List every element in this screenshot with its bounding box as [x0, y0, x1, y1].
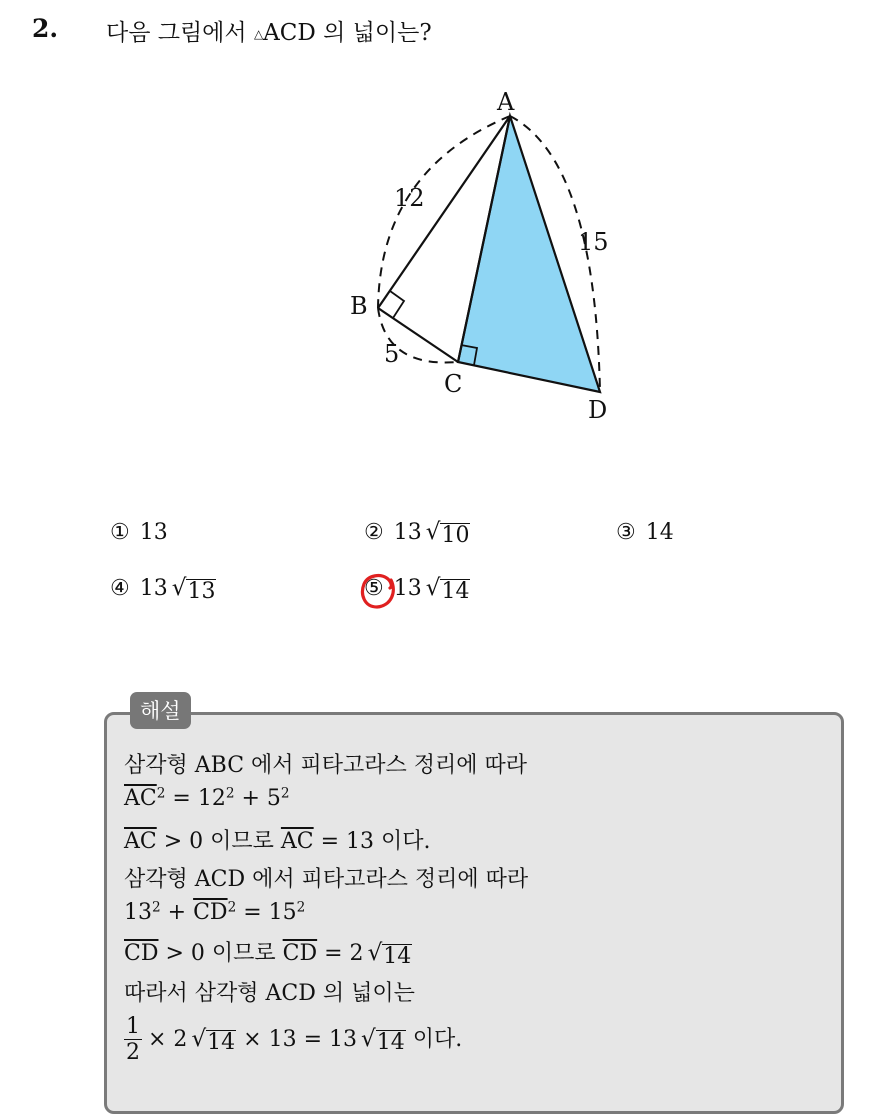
solution-line-6: [124, 936, 412, 968]
choice-5-mark: [364, 576, 384, 601]
choice-2-value: 13: [393, 520, 422, 545]
eq-part: × 13 = 13: [236, 1026, 357, 1052]
choice-1-mark: ①: [110, 520, 130, 545]
eq-part: > 0 이므로: [156, 829, 281, 854]
solution-line-4: 삼각형 ACD 에서 피타고라스 정리에 따라: [124, 867, 529, 892]
triangle-symbol: △: [253, 27, 264, 41]
choice-5[interactable]: [364, 576, 470, 603]
sqrt-14: √ 14: [367, 940, 412, 969]
answer-circle-icon: [357, 570, 399, 612]
radicand: 14: [383, 944, 412, 969]
length-ad-label: 15: [578, 228, 609, 256]
point-d-label: D: [588, 396, 608, 424]
radicand: 14: [207, 1029, 236, 1055]
segment-cd-overline: $\overline{CD}$: [124, 941, 159, 966]
question-text-after: ACD 의 넓이는?: [263, 20, 432, 46]
choice-3-value: 14: [645, 520, 674, 545]
eq-part: × 2: [148, 1026, 188, 1052]
segment-ac-overline: $\overline{AC}$: [124, 829, 157, 854]
choice-4[interactable]: [110, 576, 216, 603]
exponent: 2: [227, 899, 237, 916]
eq-part: = 13 이다.: [313, 829, 431, 854]
triangle-figure: [320, 70, 640, 430]
choice-3-mark: ③: [616, 520, 636, 545]
exponent: 2: [156, 785, 166, 802]
eq-part: +: [160, 900, 194, 925]
point-a-label: A: [497, 88, 515, 116]
choice-1-value: 13: [139, 520, 168, 545]
point-c-label: C: [444, 370, 463, 398]
question-number: 2.: [32, 14, 59, 43]
solution-line-2: [124, 786, 290, 811]
right-angle-b: [390, 291, 404, 318]
choice-5-value: 13: [393, 576, 422, 601]
question-text-before: 다음 그림에서: [106, 20, 247, 46]
choice-5-sqrt: √ 14: [425, 575, 470, 604]
segment-ac-overline: $\overline{AC}$: [124, 786, 157, 811]
eq-part: = 12: [165, 786, 226, 811]
segment-ac-overline: $\overline{AC}$: [280, 829, 314, 854]
solution-line-1: 삼각형 ABC 에서 피타고라스 정리에 따라: [124, 753, 528, 778]
choice-5-mark-text: ⑤: [364, 576, 384, 601]
length-ab-label: 12: [394, 184, 425, 212]
fraction-denominator: 2: [126, 1040, 140, 1066]
exponent: 2: [225, 785, 235, 802]
choice-1[interactable]: [110, 520, 168, 545]
length-bc-label: 5: [384, 340, 400, 368]
solution-line-3: [124, 824, 431, 855]
sqrt-14: √ 14: [191, 1025, 236, 1055]
choice-3[interactable]: [616, 520, 674, 545]
exponent: 2: [296, 899, 306, 916]
solution-line-8: [124, 1014, 462, 1066]
solution-line-5: [124, 900, 305, 925]
choice-4-mark: ④: [110, 576, 130, 601]
eq-part: = 2: [317, 941, 364, 966]
segment-cd-overline: $\overline{CD}$: [193, 900, 228, 925]
choice-2-radicand: 10: [441, 523, 470, 548]
solution-line-7: 따라서 삼각형 ACD 의 넓이는: [124, 981, 415, 1006]
sqrt-14: √ 14: [360, 1025, 405, 1055]
choice-2-mark: ②: [364, 520, 384, 545]
segment-cd-overline: $\overline{CD}$: [282, 941, 318, 966]
choice-5-radicand: 14: [441, 579, 470, 604]
fraction-numerator: 1: [126, 1014, 140, 1039]
fraction-half: [124, 1014, 142, 1066]
eq-part: = 15: [236, 900, 297, 925]
point-b-label: B: [350, 292, 368, 320]
choice-4-sqrt: √ 13: [171, 575, 216, 604]
choice-2-sqrt: √ 10: [425, 519, 470, 548]
exponent: 2: [280, 785, 290, 802]
eq-part: + 5: [234, 786, 281, 811]
choice-2[interactable]: [364, 520, 470, 547]
radicand: 14: [376, 1029, 405, 1055]
exponent: 2: [152, 899, 161, 916]
eq-part: 13: [124, 900, 152, 925]
choice-4-value: 13: [139, 576, 168, 601]
question-text: [106, 14, 432, 47]
eq-part: > 0 이므로: [158, 941, 283, 966]
eq-part: 이다.: [405, 1026, 463, 1052]
choice-4-radicand: 13: [187, 579, 216, 604]
solution-label: 해설: [130, 692, 191, 729]
